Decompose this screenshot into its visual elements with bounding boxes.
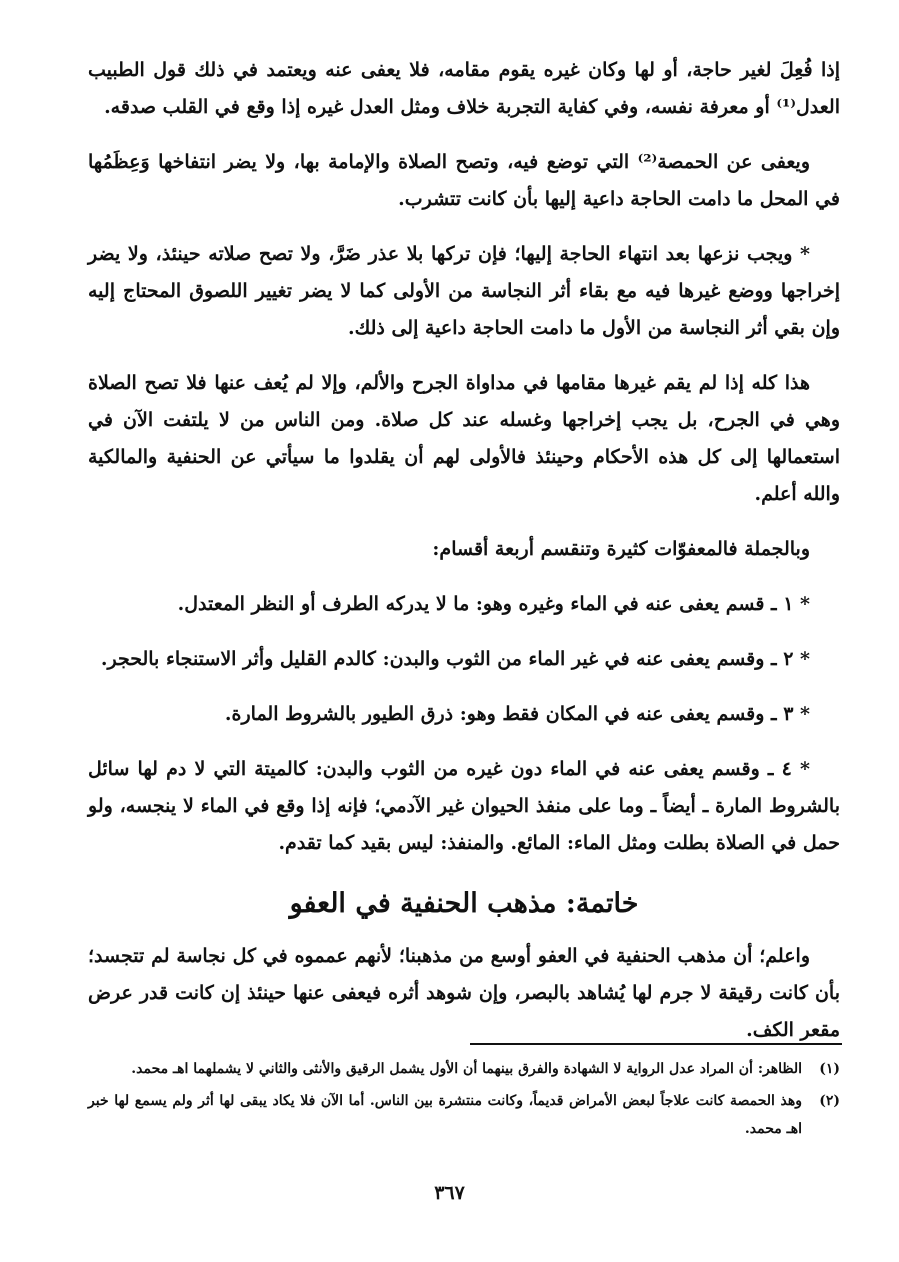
closing-text: أن مذهب الحنفية في العفو أوسع من مذهبنا؛ لأنهم عمموه في كل نجاسة لم تتجسد؛ بأن كانت رقيقة لا جرم لها يُشاهد بالبصر، وإن شوهد أثره فيعفى عنها حينئذ إن كانت قدر عرض مقعر الكف. [88,945,840,1041]
list-item-2: * ٢ ـ وقسم يعفى عنه في غير الماء من الثوب والبدن: كالدم القليل وأثر الاستنجاء بالحجر. [100,648,810,670]
footnote-divider [470,1043,842,1045]
list-item-3: * ٣ ـ وقسم يعفى عنه في المكان فقط وهو: ذرق الطيور بالشروط المارة. [224,703,810,725]
paragraph-3: * ويجب نزعها بعد انتهاء الحاجة إليها؛ فإن تركها بلا عذر ضَرَّ، ولا تصح صلاته حينئذ، ولا يضر إخراجها ووضع غيرها فيه مع بقاء أثر النجاسة من الأولى كما لا يضر تغيير اللصوق المحتاج إليه وإن بقي أثر النجاسة من الأول ما دامت الحاجة داعية إلى ذلك. [88,243,840,339]
paragraph-5: وبالجملة فالمعفوّات كثيرة وتنقسم أربعة أقسام: [432,538,810,560]
footnote-text: الظاهر: أن المراد عدل الرواية لا الشهادة والفرق بينهما أن الأول يشمل الرقيق والأنثى والثاني لا يشملهما اهـ محمد. [131,1061,802,1077]
footnote-text: وهذ الحمصة كانت علاجاً لبعض الأمراض قديماً، وكانت منتشرة بين الناس. أما الآن فلا يكاد يبقى لها أثر ولم يسمع لها خبر اهـ محمد. [88,1093,802,1137]
page-body [88,52,840,1067]
closing-lead: واعلم؛ [759,945,810,967]
list-item-1: * ١ ـ قسم يعفى عنه في الماء وغيره وهو: ما لا يدركه الطرف أو النظر المعتدل. [177,593,810,615]
list-item-4: * ٤ ـ وقسم يعفى عنه في الماء دون غيره من الثوب والبدن: كالميتة التي لا دم لها سائل بالشروط المارة ـ أيضاً ـ وما على منفذ الحيوان غير الآدمي؛ فإنه إذا وقع في الماء لا ينجسه، ولو حمل في الصلاة بطلت ومثل الماء: المائع. والمنفذ: ليس بقيد كما تقدم. [88,758,840,854]
paragraph-2: ويعفى عن الحمصة⁽²⁾ التي توضع فيه، وتصح الصلاة والإمامة بها، ولا يضر انتفاخها وَعِظَمُها في المحل ما دامت الحاجة داعية إليها بأن كانت تتشرب. [88,151,840,210]
closing-paragraph [88,938,840,1049]
footnote-1 [88,1055,840,1083]
page-number: ٣٦٧ [434,1182,465,1204]
footnote-number: (٢) [819,1093,840,1109]
paragraph-4: هذا كله إذا لم يقم غيرها مقامها في مداواة الجرح والألم، وإلا لم يُعف عنها فلا تصح الصلاة وهي في الجرح، بل يجب إخراجها وغسله عند كل صلاة. ومن الناس من لا يلتفت الآن في استعمالها إلى كل هذه الأحكام وحينئذ فالأولى لهم أن يقلدوا ما سيأتي عن الحنفية والمالكية والله أعلم. [88,372,841,505]
footnote-2 [88,1087,840,1143]
footnotes [88,1055,840,1147]
paragraph-1: إذا فُعِلَ لغير حاجة، أو لها وكان غيره يقوم مقامه، فلا يعفى عنه ويعتمد في ذلك قول الطبيب العدل⁽¹⁾ أو معرفة نفسه، وفي كفاية التجربة خلاف ومثل العدل غيره إذا وقع في القلب صدقه. [88,59,840,118]
section-title: خاتمة: مذهب الحنفية في العفو [289,888,639,919]
footnote-number: (١) [819,1061,840,1077]
